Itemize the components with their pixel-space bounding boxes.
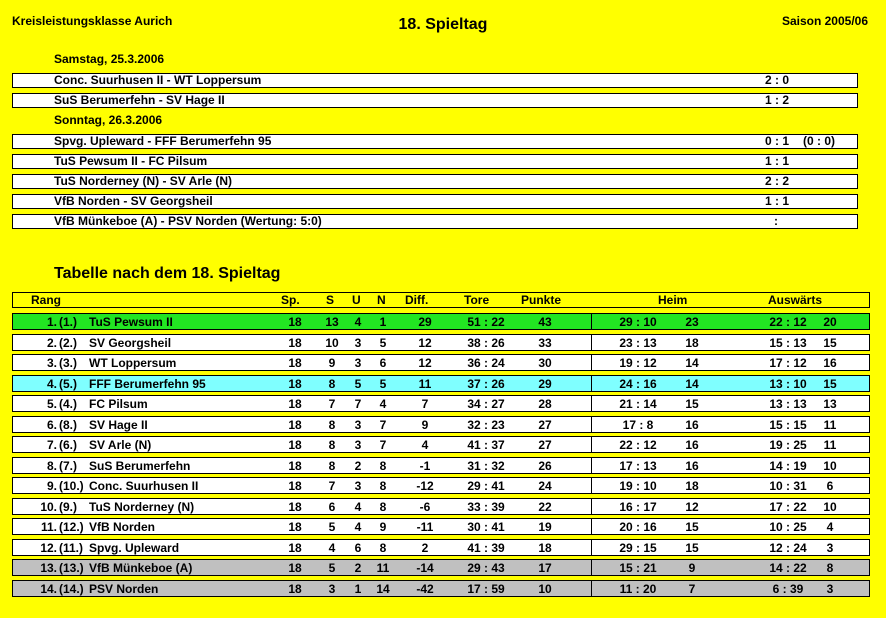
table-row: [12, 477, 870, 494]
wins: 3: [328, 581, 336, 596]
table-row: [12, 436, 870, 453]
match-result: :: [774, 214, 778, 228]
away-goals: 17 : 22: [769, 499, 807, 514]
points: 30: [538, 356, 552, 370]
away-points: 6: [826, 479, 834, 493]
team-name: SV Hage II: [89, 417, 148, 432]
goals: 29 : 43: [467, 561, 505, 575]
points: 10: [538, 581, 552, 596]
home-points: 16: [685, 438, 699, 452]
column-divider: [591, 376, 592, 391]
table-row: [12, 375, 870, 392]
prev-rank: (6.): [59, 438, 77, 452]
team-name: Conc. Suurhusen II: [89, 479, 199, 493]
col-draws: U: [352, 293, 361, 307]
wins: 5: [328, 520, 336, 534]
home-goals: 20 : 16: [619, 520, 657, 534]
draws: 1: [354, 581, 362, 596]
draws: 4: [354, 499, 362, 514]
column-divider: [591, 581, 592, 596]
draws: 6: [354, 540, 362, 555]
goals: 34 : 27: [467, 397, 505, 411]
played: 18: [288, 315, 302, 329]
match-halftime: (0 : 0): [803, 134, 836, 148]
prev-rank: (13.): [59, 561, 84, 575]
losses: 8: [379, 458, 387, 473]
prev-rank: (10.): [59, 479, 84, 493]
goal-diff: -1: [419, 458, 431, 473]
points: 22: [538, 499, 552, 514]
home-points: 14: [685, 376, 699, 391]
prev-rank: (9.): [59, 499, 77, 514]
played: 18: [288, 335, 302, 350]
away-goals: 19 : 25: [769, 438, 807, 452]
goal-diff: 7: [421, 397, 429, 411]
rank: 2.: [46, 335, 57, 350]
goal-diff: 11: [418, 376, 432, 391]
losses: 14: [376, 581, 390, 596]
table-row: [12, 457, 870, 474]
away-points: 10: [823, 499, 837, 514]
home-points: 9: [688, 561, 696, 575]
goal-diff: 29: [418, 315, 432, 329]
goal-diff: -11: [416, 520, 434, 534]
match-row: [12, 93, 858, 108]
team-name: VfB Norden: [89, 520, 155, 534]
goal-diff: -12: [416, 479, 434, 493]
home-goals: 23 : 13: [619, 335, 657, 350]
col-diff: Diff.: [405, 293, 429, 307]
league-name: Kreisleistungsklasse Aurich: [12, 14, 173, 28]
goals: 41 : 39: [467, 540, 505, 555]
home-goals: 29 : 10: [619, 315, 657, 329]
played: 18: [288, 356, 302, 370]
table-row: [12, 354, 870, 371]
away-goals: 15 : 15: [769, 417, 807, 432]
prev-rank: (4.): [59, 397, 77, 411]
goals: 33 : 39: [467, 499, 505, 514]
draws: 3: [354, 479, 362, 493]
column-divider: [591, 499, 592, 514]
wins: 9: [328, 356, 336, 370]
losses: 8: [379, 540, 387, 555]
column-divider: [591, 478, 592, 493]
prev-rank: (8.): [59, 417, 77, 432]
rank: 10.: [40, 499, 57, 514]
col-points: Punkte: [521, 293, 562, 307]
away-points: 15: [823, 376, 837, 391]
home-points: 15: [685, 540, 699, 555]
goals: 32 : 23: [467, 417, 505, 432]
prev-rank: (3.): [59, 356, 77, 370]
played: 18: [288, 417, 302, 432]
home-points: 18: [685, 479, 699, 493]
column-divider: [591, 417, 592, 432]
match-teams: Conc. Suurhusen II - WT Loppersum: [54, 73, 262, 87]
prev-rank: (1.): [59, 315, 77, 329]
table-title: Tabelle nach dem 18. Spieltag: [54, 265, 281, 282]
match-teams: VfB Münkeboe (A) - PSV Norden (Wertung: 5:0): [54, 214, 322, 228]
home-points: 7: [688, 581, 696, 596]
table-row: [12, 313, 870, 330]
losses: 4: [379, 397, 387, 411]
away-goals: 10 : 31: [769, 479, 807, 493]
goals: 36 : 24: [467, 356, 505, 370]
draws: 3: [354, 356, 362, 370]
prev-rank: (11.): [59, 540, 84, 555]
away-points: 11: [823, 417, 837, 432]
goals: 37 : 26: [467, 376, 505, 391]
match-result: 1 : 1: [765, 194, 790, 208]
team-name: SV Arle (N): [89, 438, 152, 452]
home-points: 15: [685, 397, 699, 411]
points: 26: [538, 458, 552, 473]
away-goals: 22 : 12: [769, 315, 807, 329]
played: 18: [288, 479, 302, 493]
table-row: [12, 334, 870, 351]
match-teams: TuS Pewsum II - FC Pilsum: [54, 154, 208, 168]
home-points: 23: [685, 315, 699, 329]
losses: 5: [379, 335, 387, 350]
losses: 8: [379, 499, 387, 514]
match-result: 2 : 0: [765, 73, 790, 87]
match-date: Samstag, 25.3.2006: [54, 52, 165, 66]
losses: 8: [379, 479, 387, 493]
played: 18: [288, 376, 302, 391]
match-result: 1 : 1: [765, 154, 790, 168]
away-points: 11: [823, 438, 837, 452]
goals: 17 : 59: [467, 581, 505, 596]
rank: 5.: [46, 397, 57, 411]
played: 18: [288, 540, 302, 555]
match-teams: Spvg. Upleward - FFF Berumerfehn 95: [54, 134, 272, 148]
team-name: SV Georgsheil: [89, 335, 172, 350]
team-name: SuS Berumerfehn: [89, 458, 191, 473]
goal-diff: -14: [416, 561, 434, 575]
home-goals: 16 : 17: [619, 499, 657, 514]
losses: 6: [379, 356, 387, 370]
losses: 7: [379, 438, 387, 452]
season-label: Saison 2005/06: [781, 14, 868, 28]
wins: 4: [328, 540, 336, 555]
match-date: Sonntag, 26.3.2006: [54, 113, 163, 127]
match-row: [12, 73, 858, 88]
table-row: [12, 580, 870, 597]
home-goals: 24 : 16: [619, 376, 657, 391]
matchday-title: 18. Spieltag: [398, 16, 488, 33]
prev-rank: (7.): [59, 458, 77, 473]
played: 18: [288, 520, 302, 534]
draws: 4: [354, 520, 362, 534]
wins: 8: [328, 438, 336, 452]
goal-diff: 4: [421, 438, 429, 452]
goals: 38 : 26: [467, 335, 505, 350]
team-name: VfB Münkeboe (A): [89, 561, 193, 575]
team-name: TuS Pewsum II: [89, 315, 173, 329]
away-goals: 15 : 13: [769, 335, 807, 350]
draws: 3: [354, 438, 362, 452]
draws: 7: [354, 397, 362, 411]
points: 18: [538, 540, 552, 555]
home-goals: 22 : 12: [619, 438, 657, 452]
team-name: FC Pilsum: [89, 397, 148, 411]
match-row: [12, 134, 858, 149]
col-home: Heim: [658, 293, 688, 307]
losses: 1: [379, 315, 387, 329]
home-goals: 19 : 12: [619, 356, 657, 370]
wins: 8: [328, 417, 336, 432]
wins: 8: [328, 376, 336, 391]
away-goals: 14 : 19: [769, 458, 807, 473]
played: 18: [288, 581, 302, 596]
away-goals: 17 : 12: [769, 356, 807, 370]
home-points: 18: [685, 335, 699, 350]
column-divider: [591, 540, 592, 555]
match-result: 2 : 2: [765, 174, 790, 188]
wins: 10: [325, 335, 339, 350]
wins: 5: [328, 561, 336, 575]
points: 24: [538, 479, 552, 493]
goals: 29 : 41: [467, 479, 505, 493]
prev-rank: (5.): [59, 376, 77, 391]
column-divider: [591, 396, 592, 411]
table-row: [12, 416, 870, 433]
away-goals: 6 : 39: [772, 581, 804, 596]
away-points: 10: [823, 458, 837, 473]
losses: 11: [376, 561, 390, 575]
goal-diff: 12: [418, 335, 432, 350]
rank: 8.: [46, 458, 57, 473]
losses: 9: [379, 520, 387, 534]
column-divider: [591, 560, 592, 575]
column-divider: [591, 314, 592, 329]
away-goals: 14 : 22: [769, 561, 807, 575]
losses: 5: [379, 376, 387, 391]
rank: 9.: [46, 479, 57, 493]
team-name: TuS Norderney (N): [89, 499, 195, 514]
goal-diff: -42: [416, 581, 434, 596]
points: 28: [538, 397, 552, 411]
played: 18: [288, 458, 302, 473]
points: 43: [538, 315, 552, 329]
match-row: [12, 214, 858, 229]
wins: 7: [328, 397, 336, 411]
team-name: PSV Norden: [89, 581, 159, 596]
match-row: [12, 174, 858, 189]
away-points: 3: [826, 540, 834, 555]
home-goals: 21 : 14: [619, 397, 657, 411]
match-teams: SuS Berumerfehn - SV Hage II: [54, 93, 225, 107]
prev-rank: (12.): [59, 520, 84, 534]
goal-diff: 2: [421, 540, 429, 555]
standings-header: [12, 292, 870, 308]
home-points: 16: [685, 458, 699, 473]
team-name: FFF Berumerfehn 95: [89, 376, 206, 391]
wins: 7: [328, 479, 336, 493]
draws: 5: [354, 376, 362, 391]
col-away: Auswärts: [768, 293, 823, 307]
table-row: [12, 395, 870, 412]
home-points: 16: [685, 417, 699, 432]
goal-diff: 12: [418, 356, 432, 370]
rank: 3.: [46, 356, 57, 370]
points: 17: [538, 561, 552, 575]
away-points: 16: [823, 356, 837, 370]
draws: 3: [354, 335, 362, 350]
points: 33: [538, 335, 552, 350]
prev-rank: (2.): [59, 335, 77, 350]
table-row: [12, 498, 870, 515]
points: 19: [538, 520, 552, 534]
goals: 51 : 22: [467, 315, 505, 329]
goals: 31 : 32: [467, 458, 505, 473]
column-divider: [591, 355, 592, 370]
played: 18: [288, 397, 302, 411]
goal-diff: -6: [419, 499, 431, 514]
rank: 1.: [46, 315, 57, 329]
home-points: 15: [685, 520, 699, 534]
rank: 13.: [40, 561, 57, 575]
home-goals: 19 : 10: [619, 479, 657, 493]
home-goals: 15 : 21: [619, 561, 657, 575]
home-goals: 29 : 15: [619, 540, 657, 555]
away-goals: 13 : 13: [769, 397, 807, 411]
table-row: [12, 559, 870, 576]
goal-diff: 9: [421, 417, 429, 432]
col-played: Sp.: [281, 293, 300, 307]
away-goals: 12 : 24: [769, 540, 807, 555]
home-goals: 17 : 8: [622, 417, 654, 432]
col-goals: Tore: [464, 293, 490, 307]
prev-rank: (14.): [59, 581, 84, 596]
home-goals: 11 : 20: [619, 581, 657, 596]
played: 18: [288, 499, 302, 514]
col-wins: S: [326, 293, 335, 307]
draws: 3: [354, 417, 362, 432]
column-divider: [591, 437, 592, 452]
team-name: WT Loppersum: [89, 356, 177, 370]
match-row: [12, 154, 858, 169]
away-points: 20: [823, 315, 837, 329]
away-points: 4: [826, 520, 834, 534]
wins: 6: [328, 499, 336, 514]
home-goals: 17 : 13: [619, 458, 657, 473]
away-goals: 13 : 10: [769, 376, 807, 391]
col-rank: Rang: [31, 293, 61, 307]
home-points: 12: [685, 499, 699, 514]
match-row: [12, 194, 858, 209]
points: 29: [538, 376, 552, 391]
match-teams: TuS Norderney (N) - SV Arle (N): [54, 174, 233, 188]
team-name: Spvg. Upleward: [89, 540, 180, 555]
draws: 4: [354, 315, 362, 329]
rank: 14.: [40, 581, 57, 596]
table-row: [12, 539, 870, 556]
rank: 7.: [46, 438, 57, 452]
match-result: 0 : 1: [765, 134, 790, 148]
col-losses: N: [377, 293, 386, 307]
goals: 30 : 41: [467, 520, 505, 534]
points: 27: [538, 438, 552, 452]
away-points: 15: [823, 335, 837, 350]
away-points: 8: [826, 561, 834, 575]
table-row: [12, 518, 870, 535]
wins: 13: [325, 315, 339, 329]
away-points: 13: [823, 397, 837, 411]
column-divider: [591, 335, 592, 350]
rank: 12.: [40, 540, 57, 555]
losses: 7: [379, 417, 387, 432]
played: 18: [288, 438, 302, 452]
draws: 2: [354, 561, 362, 575]
wins: 8: [328, 458, 336, 473]
match-result: 1 : 2: [765, 93, 790, 107]
column-divider: [591, 458, 592, 473]
draws: 2: [354, 458, 362, 473]
rank: 11.: [40, 520, 57, 534]
away-goals: 10 : 25: [769, 520, 807, 534]
goals: 41 : 37: [467, 438, 505, 452]
played: 18: [288, 561, 302, 575]
rank: 6.: [46, 417, 57, 432]
away-points: 3: [826, 581, 834, 596]
match-teams: VfB Norden - SV Georgsheil: [54, 194, 213, 208]
rank: 4.: [46, 376, 57, 391]
home-points: 14: [685, 356, 699, 370]
points: 27: [538, 417, 552, 432]
column-divider: [591, 519, 592, 534]
